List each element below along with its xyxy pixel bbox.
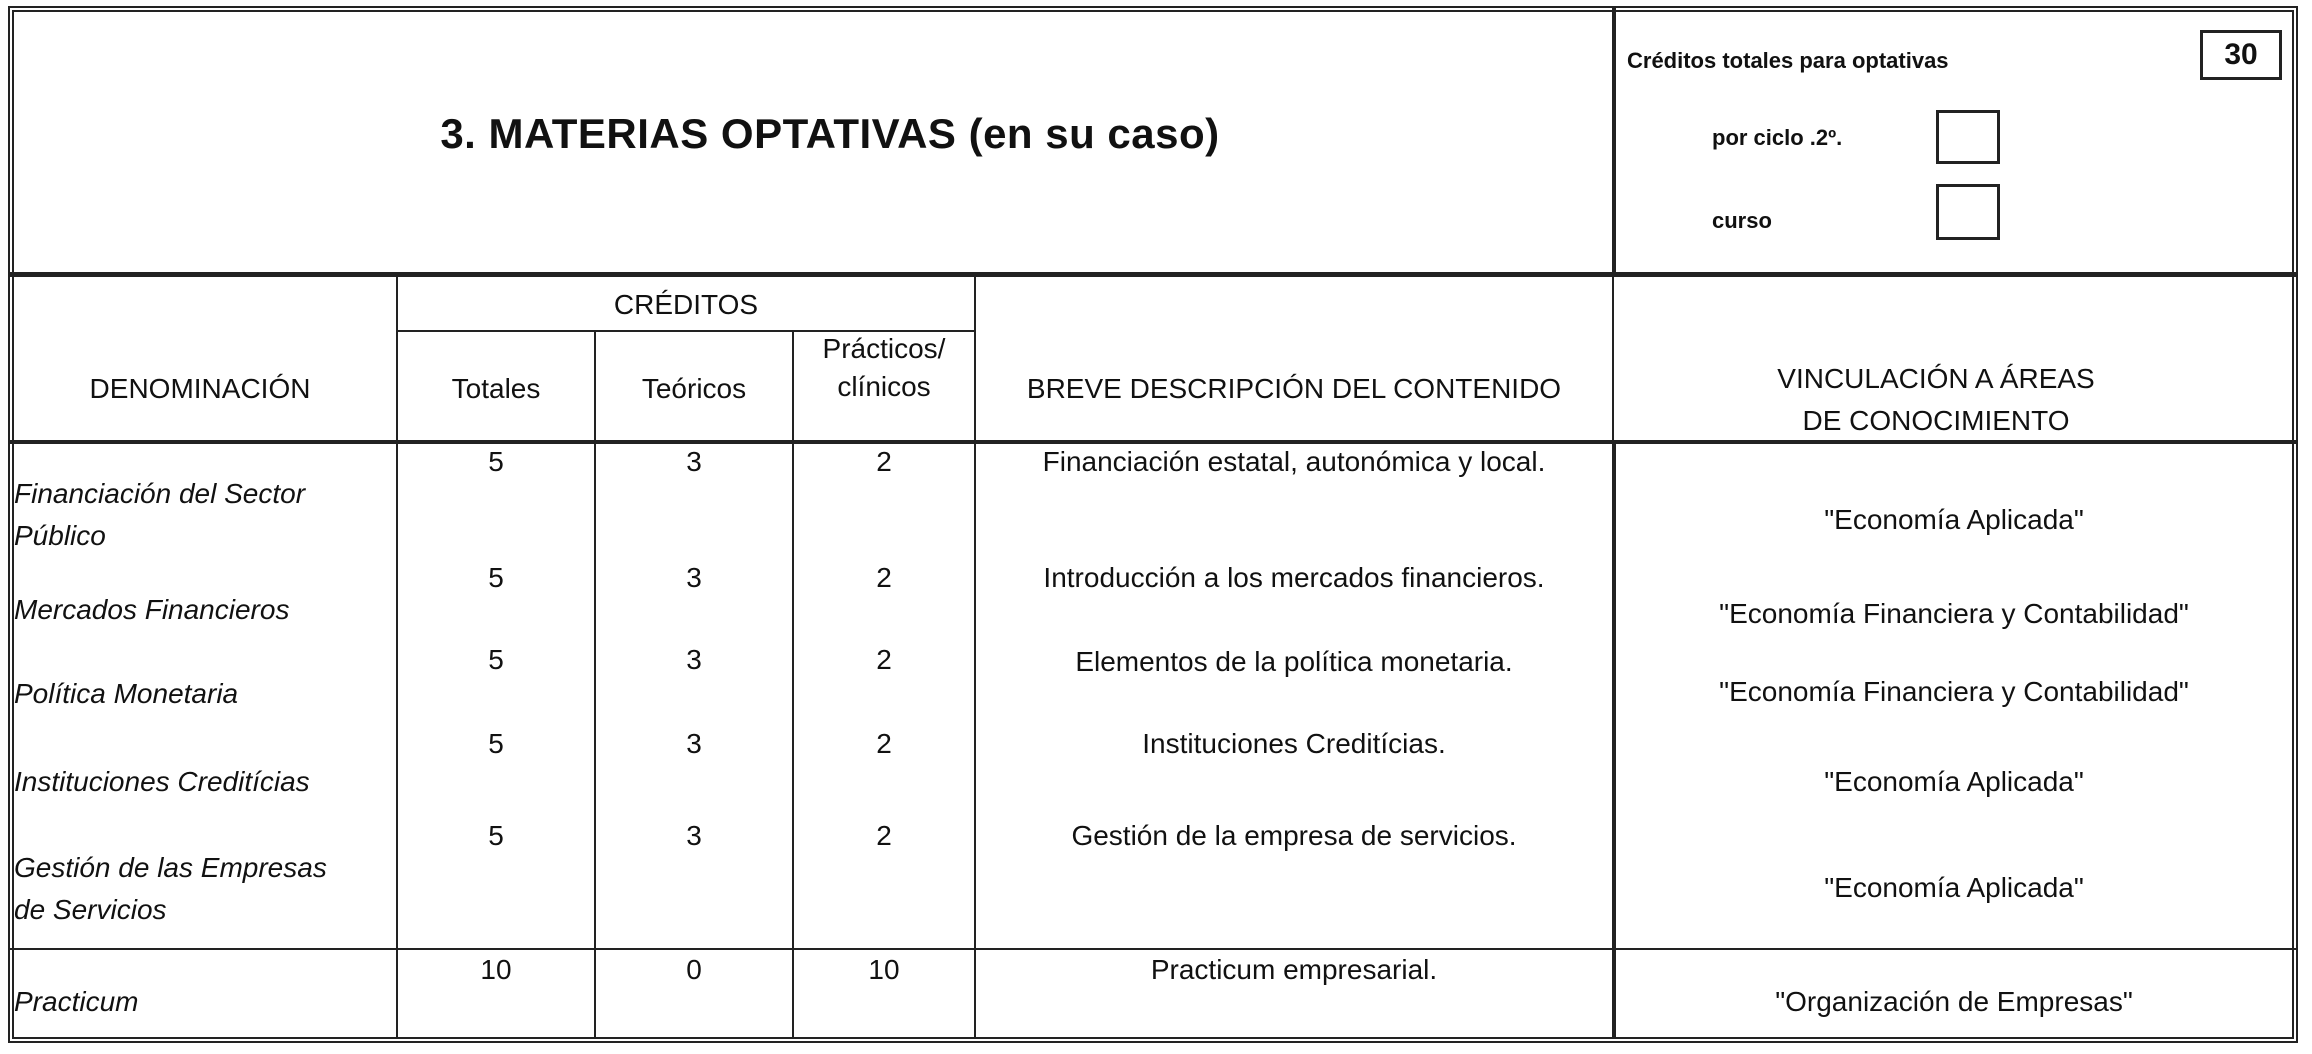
row-6-area: "Organización de Empresas" (1775, 986, 2133, 1017)
row-1-teoricos: 3 (686, 446, 702, 477)
creditos-totales-value: 30 (2200, 30, 2282, 80)
row-6-practicos: 10 (868, 954, 900, 985)
por-ciclo-box (1936, 110, 2000, 164)
header-creditos: CRÉDITOS (613, 289, 759, 320)
row-4-teoricos: 3 (686, 728, 702, 759)
header-teoricos: Teóricos (641, 373, 747, 404)
row-6-totales: 10 (480, 954, 512, 985)
row-2-totales: 5 (488, 562, 504, 593)
header-vinculacion-2: DE CONOCIMIENTO (1802, 405, 2070, 436)
col-line-4 (974, 277, 976, 440)
row-1-totales: 5 (488, 446, 504, 477)
row-4-descripcion: Instituciones Creditícias. (1142, 728, 1446, 759)
header-descripcion: BREVE DESCRIPCIÓN DEL CONTENIDO (1026, 373, 1562, 404)
row-2-teoricos: 3 (686, 562, 702, 593)
row-3-totales: 5 (488, 644, 504, 675)
row-6-name-1: Practicum (14, 986, 139, 1017)
row-3-descripcion: Elementos de la política monetaria. (1075, 646, 1513, 677)
row-6-teoricos: 0 (686, 954, 702, 985)
header-vinculacion-1: VINCULACIÓN A ÁREAS (1777, 363, 2095, 394)
row-3-name-1: Política Monetaria (14, 678, 239, 709)
row-1-name-1: Financiación del Sector (14, 478, 306, 509)
row-3-practicos: 2 (876, 644, 892, 675)
row-5-descripcion: Gestión de la empresa de servicios. (1071, 820, 1517, 851)
row-1-practicos: 2 (876, 446, 892, 477)
row-5-name-2: de Servicios (14, 894, 167, 925)
row-6-descripcion: Practicum empresarial. (1150, 954, 1438, 985)
header-practicos-1: Prácticos/ (822, 333, 946, 364)
row-5-area: "Economía Aplicada" (1824, 872, 2084, 903)
row-5-practicos: 2 (876, 820, 892, 851)
row-2-area: "Economía Financiera y Contabilidad" (1719, 598, 2189, 629)
col-line-5 (1612, 277, 1614, 440)
header-totales: Totales (451, 373, 541, 404)
row-rule-5 (8, 948, 2298, 950)
row-2-practicos: 2 (876, 562, 892, 593)
row-3-area: "Economía Financiera y Contabilidad" (1719, 676, 2189, 707)
curso-box (1936, 184, 2000, 240)
curso-label: curso (1712, 208, 1772, 233)
row-2-name-1: Mercados Financieros (14, 594, 290, 625)
por-ciclo-label: por ciclo .2º. (1712, 125, 1843, 150)
row-1-name-2: Público (14, 520, 106, 551)
header-denominacion: DENOMINACIÓN (89, 373, 311, 404)
row-5-teoricos: 3 (686, 820, 702, 851)
row-3-teoricos: 3 (686, 644, 702, 675)
row-4-totales: 5 (488, 728, 504, 759)
header-practicos-2: clínicos (837, 371, 931, 402)
creditos-totales-label: Créditos totales para optativas (1627, 48, 1949, 73)
top-bottom-rule (8, 272, 2298, 277)
row-2-descripcion: Introducción a los mercados financieros. (1043, 562, 1545, 593)
row-4-area: "Economía Aplicada" (1824, 766, 2084, 797)
page-title: 3. MATERIAS OPTATIVAS (en su caso) (440, 110, 1220, 157)
row-1-descripcion: Financiación estatal, autonómica y local. (1042, 446, 1546, 477)
row-4-practicos: 2 (876, 728, 892, 759)
row-1-area: "Economía Aplicada" (1824, 504, 2084, 535)
top-divider (1612, 6, 1616, 274)
row-5-totales: 5 (488, 820, 504, 851)
row-4-name-1: Instituciones Creditícias (14, 766, 310, 797)
row-5-name-1: Gestión de las Empresas (14, 852, 327, 883)
